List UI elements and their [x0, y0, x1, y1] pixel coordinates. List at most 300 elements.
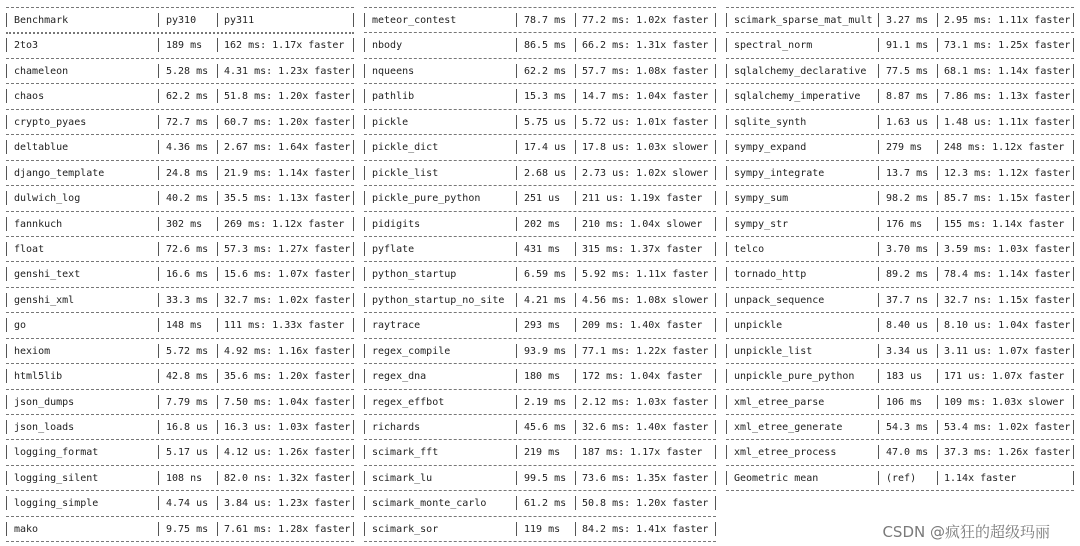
column-bar	[516, 344, 517, 358]
table-row	[364, 465, 716, 490]
row-divider	[726, 83, 1074, 84]
row-divider	[726, 439, 1074, 440]
column-bar	[516, 420, 517, 434]
column-bar	[878, 267, 879, 281]
benchmark-name-cell: regex_dna	[372, 371, 427, 383]
row-divider	[6, 389, 354, 390]
column-bar	[715, 166, 716, 180]
column-bar	[1073, 191, 1074, 205]
row-divider	[6, 414, 354, 415]
column-bar	[158, 242, 159, 256]
table-row	[726, 414, 1074, 439]
benchmark-name-cell: deltablue	[14, 142, 69, 154]
py311-result-cell: 162 ms: 1.17x faster	[224, 40, 345, 52]
column-bar	[715, 242, 716, 256]
benchmark-name-cell: logging_simple	[14, 498, 99, 510]
py310-time-cell: 40.2 ms	[166, 193, 209, 205]
column-bar	[715, 89, 716, 103]
column-bar	[575, 115, 576, 129]
row-divider	[364, 160, 716, 161]
py310-time-cell: 302 ms	[166, 218, 203, 230]
py311-result-cell: 68.1 ms: 1.14x faster	[944, 65, 1071, 77]
benchmark-name-cell: pickle_pure_python	[372, 193, 481, 205]
py311-result-cell: 3.11 us: 1.07x faster	[944, 345, 1071, 357]
table-row	[364, 83, 716, 108]
column-bar	[726, 369, 727, 383]
column-bar	[158, 420, 159, 434]
py310-time-cell: 99.5 ms	[524, 472, 567, 484]
column-bar	[937, 344, 938, 358]
py311-result-cell: 155 ms: 1.14x faster	[944, 218, 1065, 230]
table-row	[726, 439, 1074, 464]
row-divider	[6, 211, 354, 212]
column-bar	[575, 522, 576, 536]
row-divider	[364, 363, 716, 364]
py310-time-cell: 16.6 ms	[166, 269, 209, 281]
py310-time-cell: 251 us	[524, 193, 561, 205]
column-bar	[516, 13, 517, 27]
benchmark-name-cell: sqlalchemy_declarative	[734, 65, 867, 77]
column-bar	[575, 242, 576, 256]
column-bar	[575, 64, 576, 78]
column-bar	[937, 471, 938, 485]
row-divider	[364, 338, 716, 339]
column-bar	[878, 217, 879, 231]
column-bar	[575, 293, 576, 307]
column-bar	[1073, 395, 1074, 409]
benchmark-name-cell: chaos	[14, 91, 45, 103]
column-bar	[158, 395, 159, 409]
column-bar	[575, 191, 576, 205]
py310-time-cell: (ref)	[886, 472, 917, 484]
column-bar	[353, 471, 354, 485]
py311-result-cell: 73.1 ms: 1.25x faster	[944, 40, 1071, 52]
column-bar	[6, 64, 7, 78]
column-bar	[937, 267, 938, 281]
table-row	[726, 363, 1074, 388]
py310-time-cell: 176 ms	[886, 218, 923, 230]
column-bar	[715, 293, 716, 307]
py311-result-cell: 5.72 us: 1.01x faster	[582, 116, 709, 128]
column-bar	[726, 471, 727, 485]
py311-result-cell: 211 us: 1.19x faster	[582, 193, 703, 205]
table-row	[6, 58, 354, 83]
column-bar	[575, 13, 576, 27]
column-bar	[575, 344, 576, 358]
py310-time-cell: 5.17 us	[166, 447, 209, 459]
column-bar	[364, 13, 365, 27]
column-bar	[516, 471, 517, 485]
row-divider	[726, 211, 1074, 212]
row-divider	[726, 109, 1074, 110]
column-bar	[6, 471, 7, 485]
column-bar	[726, 166, 727, 180]
py310-time-cell: 431 ms	[524, 243, 561, 255]
py310-time-cell: 78.7 ms	[524, 15, 567, 26]
column-bar	[353, 267, 354, 281]
column-bar	[158, 38, 159, 52]
column-bar	[726, 13, 727, 27]
column-bar	[726, 89, 727, 103]
column-bar	[1073, 293, 1074, 307]
benchmark-name-cell: hexiom	[14, 345, 51, 357]
column-bar	[353, 420, 354, 434]
column-bar	[575, 166, 576, 180]
column-bar	[353, 318, 354, 332]
column-bar	[217, 267, 218, 281]
column-bar	[715, 471, 716, 485]
column-bar	[715, 395, 716, 409]
table-row	[6, 465, 354, 490]
column-bar	[1073, 318, 1074, 332]
py311-result-cell: 248 ms: 1.12x faster	[944, 142, 1065, 154]
py310-time-cell: 47.0 ms	[886, 447, 929, 459]
column-bar	[937, 242, 938, 256]
column-bar	[575, 318, 576, 332]
table-row	[364, 185, 716, 210]
py311-result-cell: 35.5 ms: 1.13x faster	[224, 193, 351, 205]
row-divider	[364, 134, 716, 135]
benchmark-name-cell: unpickle_list	[734, 345, 813, 357]
table-row	[364, 134, 716, 159]
row-divider	[726, 32, 1074, 33]
py310-time-cell: 24.8 ms	[166, 167, 209, 179]
py311-result-cell: 315 ms: 1.37x faster	[582, 243, 703, 255]
column-bar	[575, 420, 576, 434]
row-divider	[6, 7, 354, 8]
column-bar	[726, 38, 727, 52]
column-bar	[715, 217, 716, 231]
column-bar	[353, 64, 354, 78]
benchmark-name-cell: scimark_sor	[372, 523, 439, 535]
column-bar	[353, 217, 354, 231]
row-divider	[364, 109, 716, 110]
column-bar	[217, 318, 218, 332]
benchmark-name-cell: richards	[372, 422, 421, 433]
row-divider	[726, 414, 1074, 415]
column-bar	[726, 191, 727, 205]
benchmark-name-cell: scimark_monte_carlo	[372, 498, 487, 510]
column-bar	[937, 166, 938, 180]
py310-time-cell: 293 ms	[524, 320, 561, 332]
column-bar	[937, 293, 938, 307]
py311-result-cell: 16.3 us: 1.03x faster	[224, 422, 351, 433]
column-bar	[937, 369, 938, 383]
column-bar	[217, 140, 218, 154]
column-bar	[353, 445, 354, 459]
column-bar	[1073, 420, 1074, 434]
column-bar	[516, 89, 517, 103]
column-bar	[6, 395, 7, 409]
column-bar	[726, 344, 727, 358]
table-row	[364, 312, 716, 337]
benchmark-name-cell: xml_etree_process	[734, 447, 837, 459]
column-bar	[878, 369, 879, 383]
column-bar	[516, 318, 517, 332]
py311-result-cell: 210 ms: 1.04x slower	[582, 218, 703, 230]
column-bar	[6, 140, 7, 154]
py311-result-cell: 60.7 ms: 1.20x faster	[224, 116, 351, 128]
table-row	[364, 389, 716, 414]
table-row	[6, 185, 354, 210]
column-bar	[217, 420, 218, 434]
column-bar	[158, 191, 159, 205]
column-bar	[516, 267, 517, 281]
column-bar	[158, 140, 159, 154]
row-divider	[364, 32, 716, 33]
py311-result-cell: 2.95 ms: 1.11x faster	[944, 15, 1071, 26]
py310-time-cell: 5.72 ms	[166, 345, 209, 357]
benchmark-name-cell: 2to3	[14, 40, 39, 52]
py311-result-cell: 3.84 us: 1.23x faster	[224, 498, 351, 510]
column-bar	[878, 445, 879, 459]
row-divider	[364, 211, 716, 212]
table-bottom-border	[726, 490, 1074, 492]
benchmark-name-cell: xml_etree_parse	[734, 396, 825, 408]
py311-result-cell: 171 us: 1.07x faster	[944, 371, 1065, 383]
row-divider	[364, 389, 716, 390]
column-bar	[1073, 369, 1074, 383]
column-bar	[726, 445, 727, 459]
benchmark-name-cell: sympy_str	[734, 218, 789, 230]
benchmark-name-cell: scimark_fft	[372, 447, 439, 459]
column-bar	[364, 89, 365, 103]
column-bar	[878, 318, 879, 332]
benchmark-name-cell: unpickle_pure_python	[734, 371, 855, 383]
column-bar	[516, 166, 517, 180]
table-row	[364, 261, 716, 286]
column-bar	[715, 115, 716, 129]
benchmark-name-cell: fannkuch	[14, 218, 63, 230]
table-row	[726, 185, 1074, 210]
column-bar	[353, 242, 354, 256]
table-row	[6, 236, 354, 261]
column-bar	[516, 522, 517, 536]
table-row	[364, 58, 716, 83]
benchmark-name-cell: regex_compile	[372, 345, 451, 357]
column-bar	[217, 115, 218, 129]
column-bar	[364, 471, 365, 485]
table-row	[6, 490, 354, 515]
column-bar	[217, 369, 218, 383]
column-bar	[878, 64, 879, 78]
py310-time-cell: 4.21 ms	[524, 294, 567, 306]
column-bar	[1073, 217, 1074, 231]
column-bar	[575, 395, 576, 409]
benchmark-name-cell: genshi_xml	[14, 294, 75, 306]
benchmark-name-cell: tornado_http	[734, 269, 807, 281]
benchmark-name-cell: pyflate	[372, 243, 415, 255]
column-bar	[715, 140, 716, 154]
py311-result-cell: 84.2 ms: 1.41x faster	[582, 523, 709, 535]
py311-result-cell: 111 ms: 1.33x faster	[224, 320, 345, 332]
row-divider	[6, 541, 354, 542]
py310-time-cell: 180 ms	[524, 371, 561, 383]
column-bar	[715, 496, 716, 510]
column-bar	[6, 522, 7, 536]
benchmark-name-cell: python_startup_no_site	[372, 294, 505, 306]
benchmark-name-cell: xml_etree_generate	[734, 422, 843, 433]
benchmark-name-cell: pickle	[372, 116, 409, 128]
py310-time-cell: 42.8 ms	[166, 371, 209, 383]
column-bar	[158, 318, 159, 332]
table-row	[726, 338, 1074, 363]
column-bar	[937, 140, 938, 154]
column-bar	[516, 64, 517, 78]
py310-time-cell: 8.87 ms	[886, 91, 929, 103]
benchmark-name-cell: pickle_list	[372, 167, 439, 179]
table-row	[364, 32, 716, 57]
py311-result-cell: 35.6 ms: 1.20x faster	[224, 371, 351, 383]
py311-result-cell: 187 ms: 1.17x faster	[582, 447, 703, 459]
py311-result-cell: 77.2 ms: 1.02x faster	[582, 15, 709, 26]
benchmark-name-cell: genshi_text	[14, 269, 81, 281]
column-bar	[715, 13, 716, 27]
column-bar	[1073, 115, 1074, 129]
column-bar	[217, 166, 218, 180]
column-bar	[1073, 471, 1074, 485]
column-bar	[516, 140, 517, 154]
column-bar	[364, 166, 365, 180]
benchmark-name-cell: django_template	[14, 167, 105, 179]
column-bar	[715, 64, 716, 78]
py311-result-cell: 12.3 ms: 1.12x faster	[944, 167, 1071, 179]
row-divider	[726, 7, 1074, 8]
py310-time-cell: 148 ms	[166, 320, 203, 332]
column-bar	[364, 38, 365, 52]
table-row	[6, 83, 354, 108]
column-bar	[937, 89, 938, 103]
row-divider	[6, 439, 354, 440]
py311-result-cell: 78.4 ms: 1.14x faster	[944, 269, 1071, 281]
py310-time-cell: 17.4 us	[524, 142, 567, 154]
column-bar	[937, 64, 938, 78]
column-bar	[937, 191, 938, 205]
column-bar	[878, 13, 879, 27]
column-bar	[516, 293, 517, 307]
row-divider	[6, 83, 354, 84]
table-row	[726, 312, 1074, 337]
column-bar	[6, 38, 7, 52]
py310-time-cell: 54.3 ms	[886, 422, 929, 433]
benchmark-name-cell: sympy_expand	[734, 142, 807, 154]
column-bar	[217, 522, 218, 536]
py311-result-cell: 32.6 ms: 1.40x faster	[582, 422, 709, 433]
column-bar	[158, 445, 159, 459]
py310-time-cell: 1.63 us	[886, 116, 929, 128]
py310-time-cell: 183 us	[886, 371, 923, 383]
benchmark-name-cell: pidigits	[372, 218, 421, 230]
table-row	[6, 312, 354, 337]
table-row	[364, 338, 716, 363]
column-bar	[158, 369, 159, 383]
py311-result-cell: 7.61 ms: 1.28x faster	[224, 523, 351, 535]
benchmark-name-cell: nbody	[372, 40, 403, 52]
column-bar	[575, 89, 576, 103]
column-bar	[516, 242, 517, 256]
column-bar	[364, 217, 365, 231]
column-bar	[715, 344, 716, 358]
row-divider	[726, 338, 1074, 339]
column-bar	[217, 64, 218, 78]
column-bar	[6, 89, 7, 103]
column-bar	[158, 496, 159, 510]
watermark: CSDN @疯狂的超级玛丽	[882, 523, 1050, 541]
table-row	[364, 516, 716, 541]
column-bar	[364, 191, 365, 205]
column-bar	[726, 293, 727, 307]
column-bar	[575, 445, 576, 459]
py310-time-cell: 119 ms	[524, 523, 561, 535]
py311-result-cell: 209 ms: 1.40x faster	[582, 320, 703, 332]
py311-result-cell: 77.1 ms: 1.22x faster	[582, 345, 709, 357]
column-bar	[726, 140, 727, 154]
column-bar	[575, 496, 576, 510]
row-divider	[726, 185, 1074, 186]
table-row	[726, 287, 1074, 312]
column-bar	[158, 293, 159, 307]
column-bar	[364, 445, 365, 459]
row-divider	[6, 185, 354, 186]
column-bar	[715, 38, 716, 52]
py311-result-cell: 1.48 us: 1.11x faster	[944, 116, 1071, 128]
row-divider	[726, 363, 1074, 364]
table-row	[364, 7, 716, 32]
py310-time-cell: 9.75 ms	[166, 523, 209, 535]
column-bar	[575, 140, 576, 154]
column-bar	[353, 522, 354, 536]
column-bar	[364, 344, 365, 358]
column-bar	[158, 217, 159, 231]
py311-result-cell: 73.6 ms: 1.35x faster	[582, 472, 709, 484]
column-bar	[715, 369, 716, 383]
column-bar	[516, 369, 517, 383]
table-row	[726, 58, 1074, 83]
table-row	[6, 32, 354, 57]
row-divider	[364, 312, 716, 313]
column-bar	[217, 395, 218, 409]
py310-time-cell: 4.74 us	[166, 498, 209, 510]
column-bar	[726, 64, 727, 78]
column-bar	[726, 115, 727, 129]
row-divider	[364, 541, 716, 542]
column-bar	[1073, 13, 1074, 27]
table-row	[726, 83, 1074, 108]
column-bar	[715, 318, 716, 332]
column-bar	[6, 344, 7, 358]
column-bar	[575, 267, 576, 281]
column-bar	[575, 369, 576, 383]
column-bar	[1073, 38, 1074, 52]
table-row	[364, 439, 716, 464]
py310-time-cell: 5.75 us	[524, 116, 567, 128]
py310-time-cell: 5.28 ms	[166, 65, 209, 77]
benchmark-name-cell: chameleon	[14, 65, 69, 77]
column-bar	[6, 318, 7, 332]
column-bar	[353, 13, 354, 27]
py310-time-cell: 33.3 ms	[166, 294, 209, 306]
column-bar	[726, 395, 727, 409]
py310-time-cell: 13.7 ms	[886, 167, 929, 179]
benchmark-name-cell: crypto_pyaes	[14, 116, 87, 128]
py310-time-cell: 2.19 ms	[524, 396, 567, 408]
row-divider	[364, 185, 716, 186]
column-bar	[6, 369, 7, 383]
column-bar	[937, 38, 938, 52]
column-bar	[6, 496, 7, 510]
column-bar	[364, 242, 365, 256]
benchmark-name-cell: go	[14, 320, 27, 332]
